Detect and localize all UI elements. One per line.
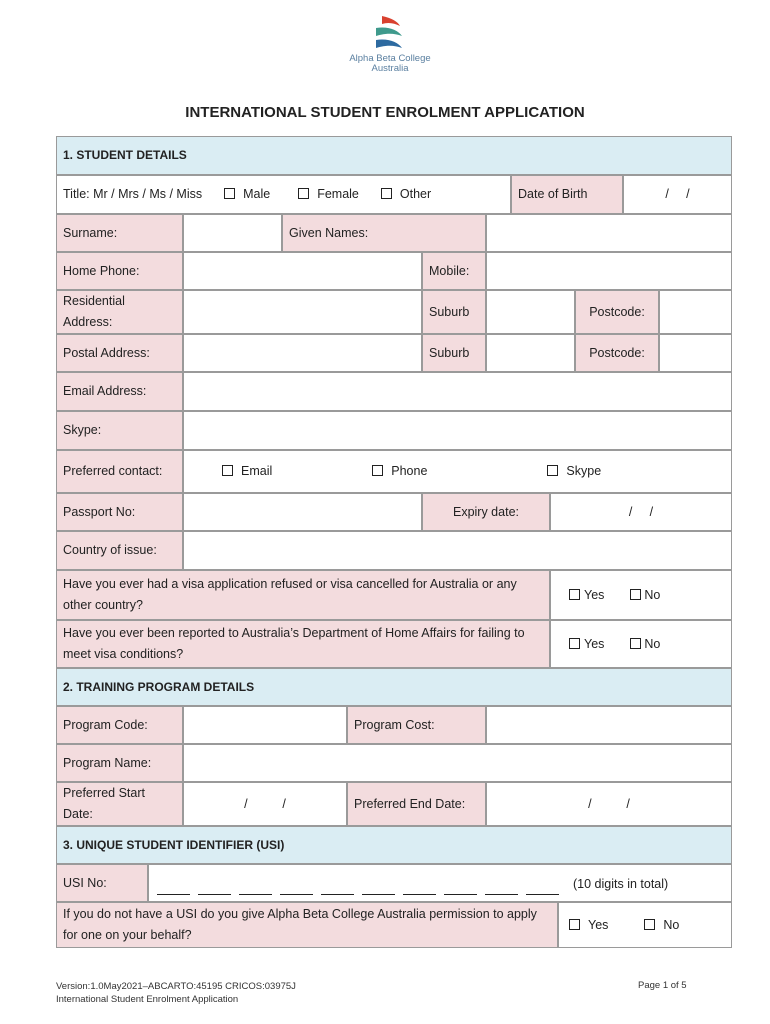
title-label: Title: Mr / Mrs / Ms / Miss [63, 187, 203, 201]
expiry-date-field[interactable]: / / [550, 493, 732, 531]
postal-postcode-label: Postcode: [575, 334, 659, 372]
visa-refused-question: Have you ever had a visa application refused or visa cancelled for Australia or any other country? [56, 570, 550, 620]
visa-refused-yes[interactable]: Yes [569, 585, 604, 606]
usi-permission-answer [558, 902, 732, 948]
preferred-contact-label: Preferred contact: [56, 450, 183, 493]
surname-label: Surname: [56, 214, 183, 252]
checkbox-icon[interactable] [630, 589, 641, 600]
footer-version: Version:1.0May2021–ABCARTO:45195 CRICOS:03975J [56, 981, 296, 992]
usi-permission-no[interactable]: No [644, 915, 679, 936]
visa-refused-no[interactable]: No [630, 585, 660, 606]
postal-suburb-field[interactable] [486, 334, 575, 372]
form-title: INTERNATIONAL STUDENT ENROLMENT APPLICATION [185, 104, 585, 121]
usi-hint: (10 digits in total) [573, 877, 669, 891]
section-header-training-program: 2. TRAINING PROGRAM DETAILS [56, 668, 732, 706]
surname-field[interactable] [183, 214, 282, 252]
contact-option-skype[interactable]: Skype [547, 461, 601, 482]
contact-option-email[interactable]: Email [222, 461, 272, 482]
logo-text-line2: Australia [371, 63, 409, 74]
checkbox-icon[interactable] [547, 465, 558, 476]
gender-option-other[interactable]: Other [381, 184, 431, 205]
given-names-label: Given Names: [282, 214, 486, 252]
residential-address-field[interactable] [183, 290, 422, 334]
country-of-issue-field[interactable] [183, 531, 732, 570]
usi-digits-field[interactable] [148, 864, 732, 902]
preferred-contact-options [183, 450, 732, 493]
footer-doc-name: International Student Enrolment Application [56, 994, 239, 1005]
checkbox-icon[interactable] [372, 465, 383, 476]
college-logo [340, 12, 440, 82]
residential-postcode-label: Postcode: [575, 290, 659, 334]
contact-option-phone[interactable]: Phone [372, 461, 427, 482]
usi-permission-question: If you do not have a USI do you give Alpha Beta College Australia permission to apply for one on your behalf? [56, 902, 558, 948]
program-code-label: Program Code: [56, 706, 183, 744]
visa-conditions-answer [550, 620, 732, 668]
checkbox-icon[interactable] [569, 638, 580, 649]
footer-page-number: Page 1 of 5 [638, 980, 687, 991]
email-address-field[interactable] [183, 372, 732, 411]
postal-address-field[interactable] [183, 334, 422, 372]
expiry-date-label: Expiry date: [422, 493, 550, 531]
mobile-field[interactable] [486, 252, 732, 290]
checkbox-icon[interactable] [569, 589, 580, 600]
program-name-field[interactable] [183, 744, 732, 782]
visa-conditions-question: Have you ever been reported to Australia’s Department of Home Affairs for failing to meet visa conditions? [56, 620, 550, 668]
usi-digit-lines [157, 882, 567, 895]
program-cost-label: Program Cost: [347, 706, 486, 744]
checkbox-icon[interactable] [630, 638, 641, 649]
program-name-label: Program Name: [56, 744, 183, 782]
preferred-start-date-label: Preferred Start Date: [56, 782, 183, 826]
gender-option-female[interactable]: Female [298, 184, 359, 205]
visa-conditions-no[interactable]: No [630, 634, 660, 655]
passport-no-field[interactable] [183, 493, 422, 531]
email-address-label: Email Address: [56, 372, 183, 411]
usi-no-label: USI No: [56, 864, 148, 902]
dob-label: Date of Birth [511, 175, 623, 214]
visa-refused-answer [550, 570, 732, 620]
given-names-field[interactable] [486, 214, 732, 252]
skype-label: Skype: [56, 411, 183, 450]
residential-address-label: Residential Address: [56, 290, 183, 334]
program-cost-field[interactable] [486, 706, 732, 744]
checkbox-icon[interactable] [224, 188, 235, 199]
section-header-student-details: 1. STUDENT DETAILS [56, 136, 732, 175]
dob-field[interactable]: / / [623, 175, 732, 214]
postal-address-label: Postal Address: [56, 334, 183, 372]
skype-field[interactable] [183, 411, 732, 450]
preferred-start-date-field[interactable]: / / [183, 782, 347, 826]
home-phone-label: Home Phone: [56, 252, 183, 290]
usi-permission-yes[interactable]: Yes [569, 915, 608, 936]
postal-suburb-label: Suburb [422, 334, 486, 372]
checkbox-icon[interactable] [222, 465, 233, 476]
checkbox-icon[interactable] [298, 188, 309, 199]
checkbox-icon[interactable] [381, 188, 392, 199]
postal-postcode-field[interactable] [659, 334, 732, 372]
section-header-usi: 3. UNIQUE STUDENT IDENTIFIER (USI) [56, 826, 732, 864]
enrolment-form [56, 136, 732, 948]
residential-postcode-field[interactable] [659, 290, 732, 334]
gender-option-male[interactable]: Male [224, 184, 270, 205]
passport-no-label: Passport No: [56, 493, 183, 531]
footer-left [56, 980, 296, 1006]
visa-conditions-yes[interactable]: Yes [569, 634, 604, 655]
title-gender-row [56, 175, 511, 214]
checkbox-icon[interactable] [569, 919, 580, 930]
logo-emblem-icon [368, 12, 412, 56]
logo-text-line1: Alpha Beta College [349, 53, 431, 64]
program-code-field[interactable] [183, 706, 347, 744]
home-phone-field[interactable] [183, 252, 422, 290]
checkbox-icon[interactable] [644, 919, 655, 930]
country-of-issue-label: Country of issue: [56, 531, 183, 570]
preferred-end-date-label: Preferred End Date: [347, 782, 486, 826]
preferred-end-date-field[interactable]: / / [486, 782, 732, 826]
residential-suburb-label: Suburb [422, 290, 486, 334]
mobile-label: Mobile: [422, 252, 486, 290]
residential-suburb-field[interactable] [486, 290, 575, 334]
